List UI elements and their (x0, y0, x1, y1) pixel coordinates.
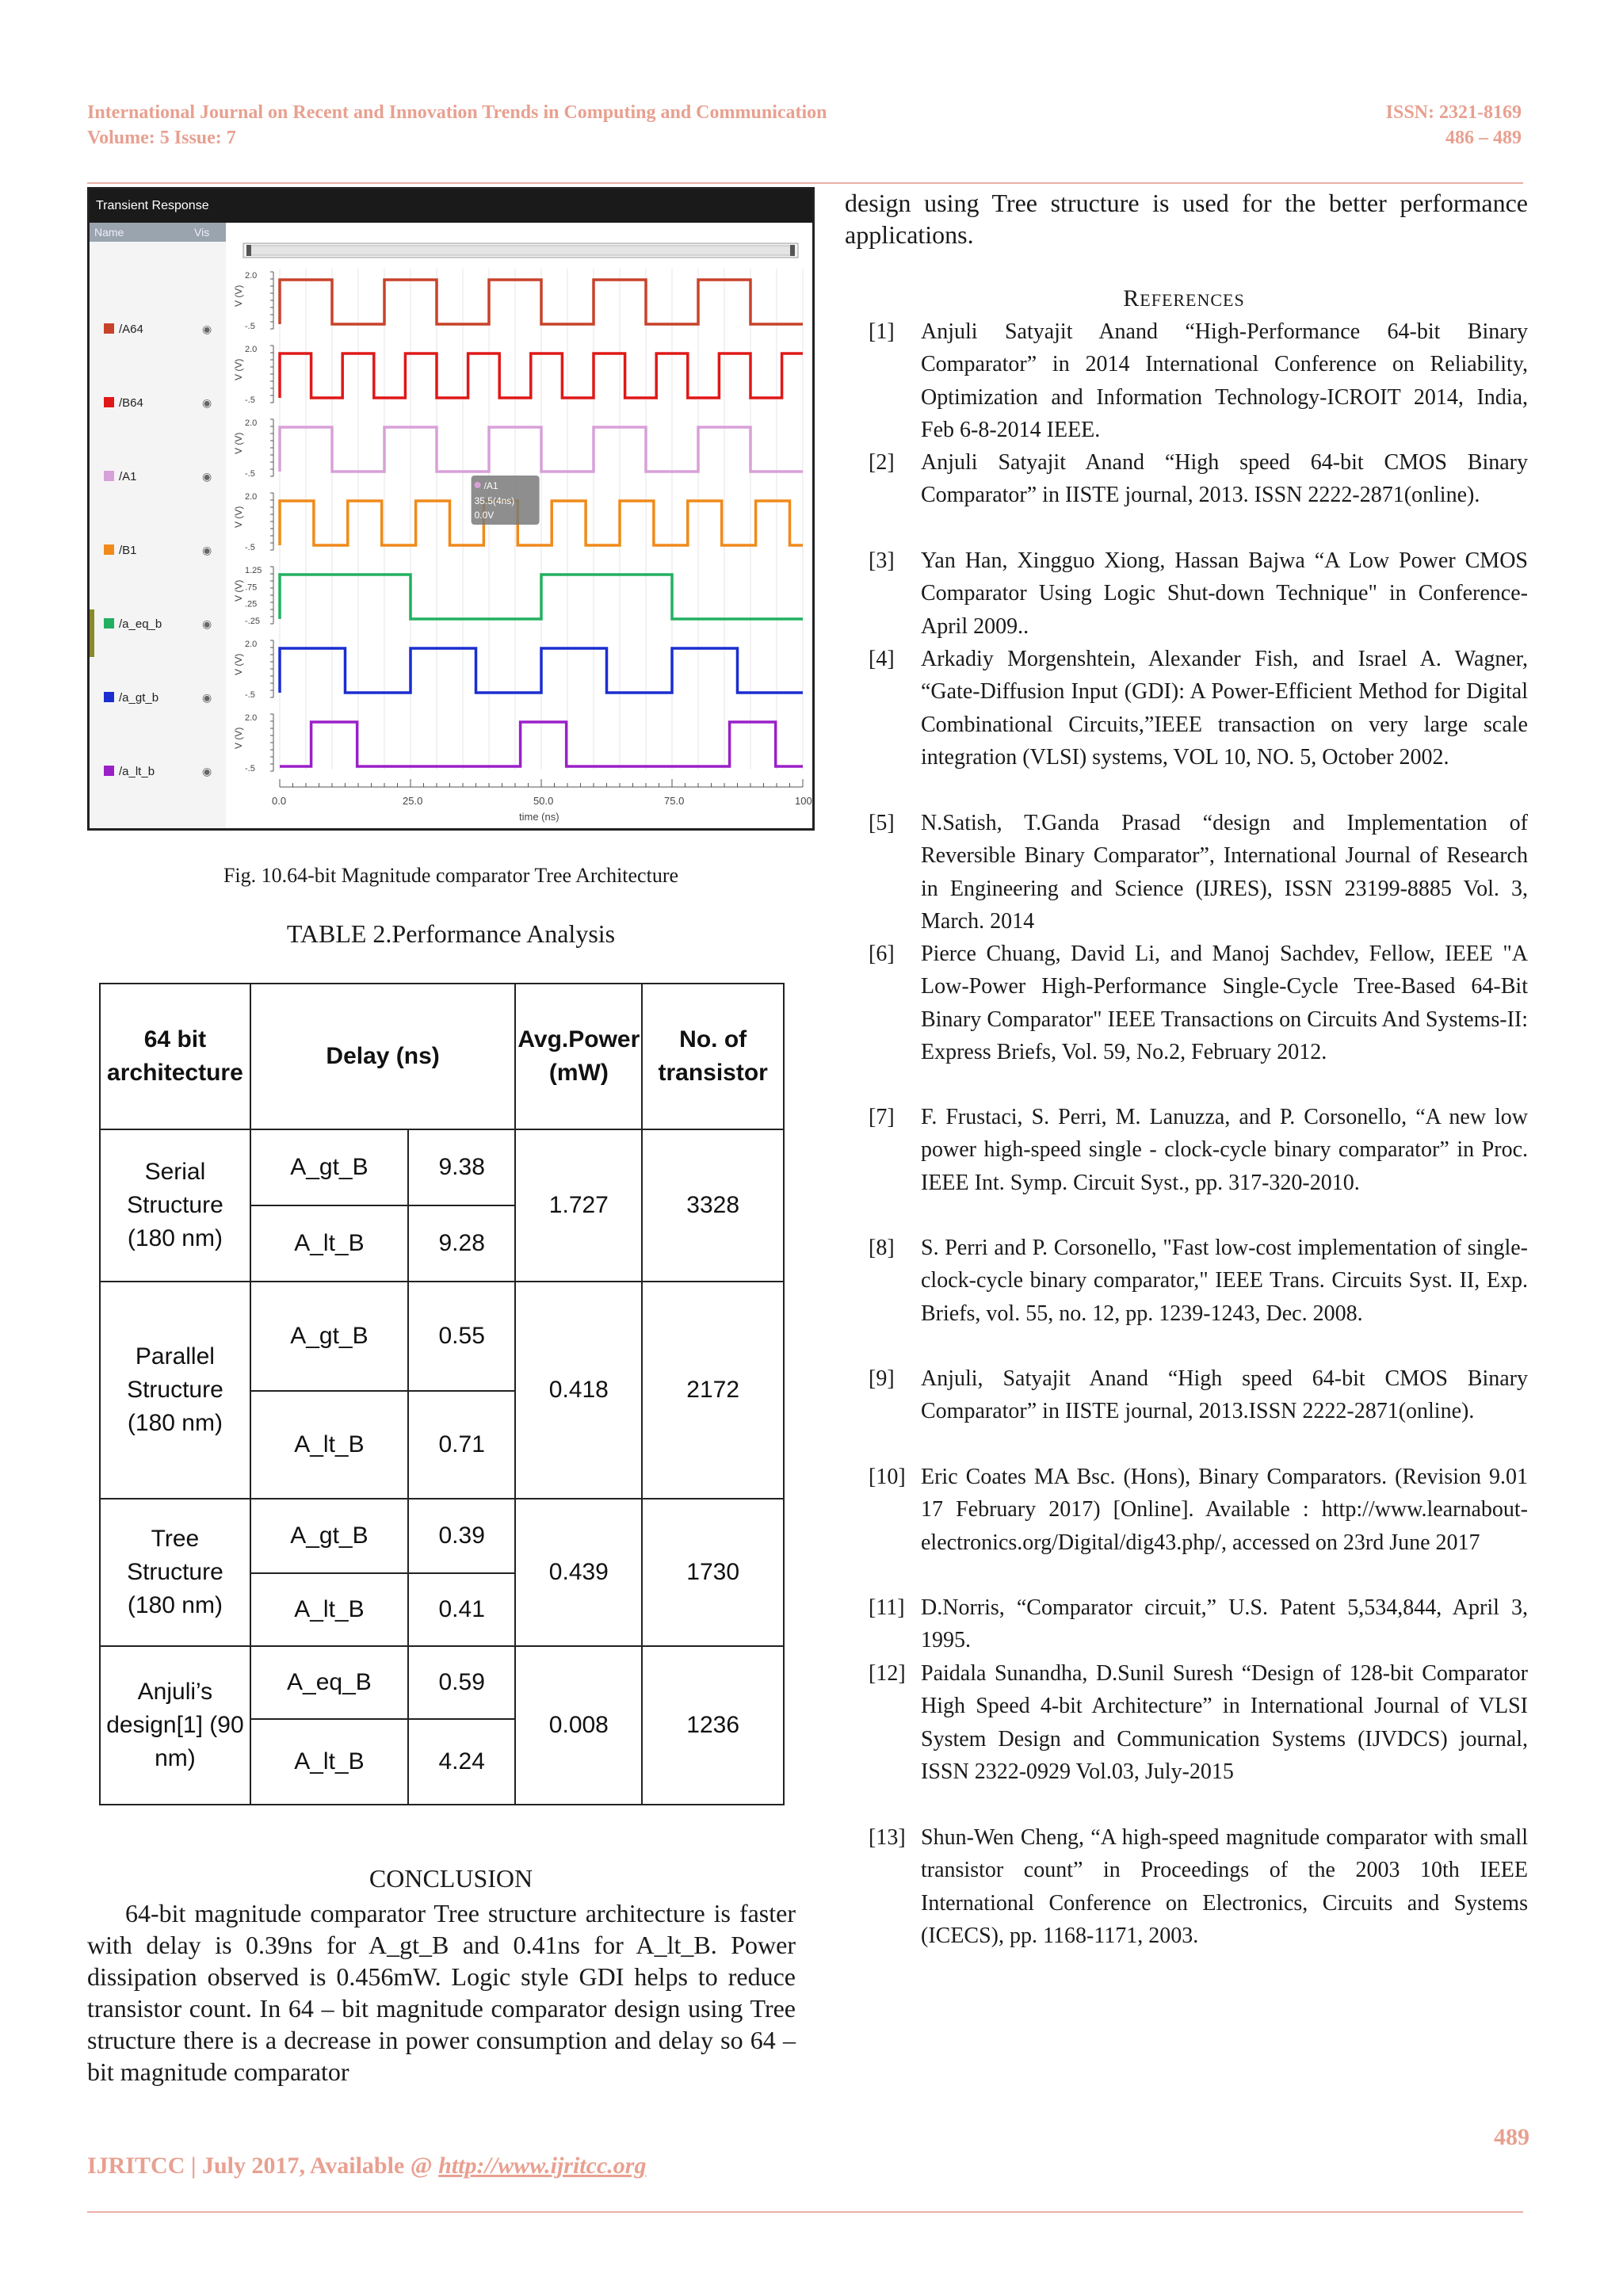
y-tick-label: -.5 (245, 690, 255, 700)
signal-name: /B64 (119, 396, 143, 410)
row-delay: 9.28 (408, 1205, 515, 1282)
conclusion-text-continued: design using Tree structure is used for the better performance applications. (845, 189, 1528, 249)
row-delay: 0.59 (408, 1646, 515, 1719)
signal-color-swatch (104, 766, 114, 776)
reference-number: [5] (869, 811, 895, 835)
table-row (100, 1282, 784, 1391)
signal-label[interactable] (104, 544, 212, 557)
reference-item (869, 1362, 1528, 1428)
table-title: TABLE 2.Performance Analysis (286, 919, 616, 948)
page-number: 489 (1494, 2124, 1529, 2150)
visibility-eye-icon[interactable]: ◉ (202, 544, 212, 556)
reference-text: Shun-Wen Cheng, “A high-speed magnitude comparator with small transistor count” in Proceedings of the 2003 10th IEEE International Conference on Electronics, Circuits and Systems (ICECS), pp. 1168-1171, 2003. (921, 1825, 1528, 1948)
y-axis-label: V (V) (233, 506, 244, 528)
reference-number: [1] (869, 319, 895, 344)
marker-name: /A1 (483, 480, 498, 491)
reference-text: D.Norris, “Comparator circuit,” U.S. Patent 5,534,844, April 3, 1995. (921, 1595, 1528, 1653)
signal-name: /B1 (119, 544, 137, 557)
row-transistors: 3328 (642, 1129, 784, 1282)
row-transistors: 1236 (642, 1646, 784, 1805)
signal-name: /a_gt_b (119, 691, 159, 705)
reference-number: [7] (869, 1105, 895, 1129)
reference-item (869, 1591, 1528, 1657)
visibility-eye-icon[interactable]: ◉ (202, 323, 212, 335)
row-signal: A_gt_B (250, 1129, 408, 1205)
figure-column-header (90, 223, 226, 242)
vis-column-label: Vis (194, 226, 210, 239)
signal-name: /A1 (119, 470, 137, 483)
row-transistors: 1730 (642, 1499, 784, 1646)
reference-text: Eric Coates MA Bsc. (Hons), Binary Comparators. (Revision 9.01 17 February 2017) [Online]. Available : http://www.learnabout-electronics.org/Digital/dig43.php/, accessed on 23rd June 2017 (921, 1465, 1528, 1555)
signal-name: /A64 (119, 323, 143, 336)
y-tick-label: 2.0 (245, 713, 258, 723)
journal-pages: 486 – 489 (1445, 128, 1522, 148)
signal-label[interactable] (104, 470, 212, 483)
y-axis-label: V (V) (233, 358, 244, 380)
reference-number: [2] (869, 450, 895, 475)
reference-number: [11] (869, 1595, 905, 1620)
header-rule (87, 182, 1523, 184)
table-row (100, 1646, 784, 1719)
table-row (100, 1499, 784, 1573)
row-delay: 0.39 (408, 1499, 515, 1573)
visibility-eye-icon[interactable]: ◉ (202, 765, 212, 777)
y-tick-label: -.25 (245, 617, 260, 626)
reference-item (869, 1461, 1528, 1559)
selection-indicator (90, 609, 94, 657)
x-tick-label: 75.0 (664, 795, 685, 807)
reference-item (869, 446, 1528, 512)
signal-label[interactable] (104, 323, 212, 336)
y-axis-label: V (V) (233, 285, 244, 307)
reference-number: [10] (869, 1465, 906, 1489)
row-signal: A_lt_B (250, 1391, 408, 1499)
signal-color-swatch (104, 692, 114, 702)
reference-text: Pierce Chuang, David Li, and Manoj Sachdev, Fellow, IEEE "A Low-Power High-Performance Single-Cycle Tree-Based 64-Bit Binary Comparator" IEEE Transactions on Circuits And Systems-II: Express Briefs, Vol. 59, No.2, February 2012. (921, 942, 1528, 1064)
row-signal: A_gt_B (250, 1499, 408, 1573)
header-transistors: No. of transistor (642, 984, 784, 1129)
row-architecture: Parallel Structure (180 nm) (100, 1282, 250, 1499)
row-architecture: Tree Structure (180 nm) (100, 1499, 250, 1646)
signal-color-swatch (104, 618, 114, 628)
x-tick-label: 0.0 (272, 795, 287, 807)
header-power: Avg.Power (mW) (515, 984, 642, 1129)
reference-number: [8] (869, 1236, 895, 1260)
reference-item (869, 643, 1528, 774)
reference-text: Yan Han, Xingguo Xiong, Hassan Bajwa “A Low Power CMOS Comparator Using Logic Shut-down Technique" in Conference-April 2009.. (921, 548, 1528, 639)
signal-name-list (90, 242, 227, 828)
reference-item (869, 1657, 1528, 1788)
table-row (100, 1129, 784, 1205)
reference-number: [6] (869, 942, 895, 966)
x-tick-label: 100 (795, 795, 812, 807)
references-heading (845, 285, 1523, 312)
references-heading-rest: EFERENCES (1140, 290, 1245, 310)
signal-label[interactable] (104, 396, 212, 410)
reference-number: [13] (869, 1825, 906, 1850)
y-tick-label: -.5 (245, 322, 255, 331)
x-axis-label: time (ns) (519, 811, 559, 823)
figure-caption: Fig. 10.64-bit Magnitude comparator Tree Architecture (223, 864, 679, 887)
y-axis-label: V (V) (233, 727, 244, 749)
scrollbar-left-handle (246, 245, 251, 256)
marker-value: 0.0V (474, 510, 495, 521)
reference-item (869, 315, 1528, 446)
table-header-row (100, 984, 784, 1129)
visibility-eye-icon[interactable]: ◉ (202, 396, 212, 409)
reference-item (869, 1101, 1528, 1199)
signal-color-swatch (104, 471, 114, 481)
marker-time: 35.5(4ns) (474, 495, 515, 506)
figure-panel-title: Transient Response (90, 189, 812, 223)
reference-number: [3] (869, 548, 895, 573)
row-delay: 9.38 (408, 1129, 515, 1205)
signal-label[interactable] (104, 691, 212, 705)
y-tick-label: .25 (245, 599, 258, 609)
row-signal: A_lt_B (250, 1719, 408, 1805)
x-tick-label: 50.0 (533, 795, 554, 807)
reference-text: Arkadiy Morgenshtein, Alexander Fish, and Israel A. Wagner, “Gate-Diffusion Input (GDI): A Power-Efficient Method for Digital Combinational Circuits,”IEEE transaction on very large scale integration (VLSI) systems, VOL 10, NO. 5, October 2002. (921, 647, 1528, 770)
row-delay: 4.24 (408, 1719, 515, 1805)
footer-link[interactable]: http://www.ijritcc.org (438, 2153, 647, 2179)
signal-name: /a_lt_b (119, 765, 155, 778)
reference-number: [9] (869, 1366, 895, 1391)
references-heading-initial: R (1123, 285, 1140, 311)
header-delay: Delay (ns) (250, 984, 516, 1129)
x-tick-label: 25.0 (403, 795, 423, 807)
reference-text: Anjuli Satyajit Anand “High-Performance 64-bit Binary Comparator” in 2014 International Conference on Reliability, Optimization and Information Technology-ICROIT 2014, India, Feb 6-8-2014 IEEE. (921, 319, 1528, 442)
row-architecture: Anjuli’s design[1] (90 nm) (100, 1646, 250, 1805)
row-transistors: 2172 (642, 1282, 784, 1499)
signal-color-swatch (104, 323, 114, 334)
transient-response-figure (87, 187, 815, 831)
reference-text: Anjuli Satyajit Anand “High speed 64-bit CMOS Binary Comparator” in IISTE journal, 2013. ISSN 2222-2871(online). (921, 450, 1528, 508)
row-delay: 0.71 (408, 1391, 515, 1499)
journal-issn: ISSN: 2321-8169 (1385, 102, 1522, 123)
reference-item (869, 1821, 1528, 1952)
y-tick-label: -.5 (245, 395, 255, 405)
scrollbar-right-handle (790, 245, 795, 256)
journal-issn-block (1347, 100, 1522, 151)
row-signal: A_lt_B (250, 1573, 408, 1646)
performance-table (99, 983, 785, 1805)
y-tick-label: 2.0 (245, 640, 258, 649)
visibility-eye-icon[interactable]: ◉ (202, 470, 212, 483)
signal-color-swatch (104, 397, 114, 407)
y-axis-label: V (V) (233, 579, 244, 602)
reference-item (869, 807, 1528, 938)
waveform-plot (226, 223, 812, 828)
row-delay: 0.55 (408, 1282, 515, 1391)
row-signal: A_gt_B (250, 1282, 408, 1391)
signal-label[interactable] (104, 765, 212, 778)
reference-text: Paidala Sunandha, D.Sunil Suresh “Design of 128-bit Comparator High Speed 4-bit Architecture” in International Journal of VLSI System Design and Communication Systems (IJVDCS) journal, ISSN 2322-0929 Vol.03, July-2015 (921, 1661, 1528, 1784)
reference-item (869, 1232, 1528, 1330)
marker-dot (475, 482, 481, 488)
reference-item (869, 544, 1528, 643)
signal-name: /a_eq_b (119, 617, 162, 631)
header-architecture: 64 bit architecture (100, 984, 250, 1129)
footer-rule (87, 2211, 1523, 2213)
row-signal: A_lt_B (250, 1205, 408, 1282)
y-tick-label: -.5 (245, 764, 255, 774)
visibility-eye-icon[interactable]: ◉ (202, 617, 212, 630)
y-tick-label: 2.0 (245, 271, 258, 281)
y-tick-label: -.5 (245, 543, 255, 552)
signal-label[interactable] (104, 617, 212, 631)
y-axis-label: V (V) (233, 653, 244, 675)
y-tick-label: 2.0 (245, 345, 258, 354)
reference-number: [12] (869, 1661, 906, 1686)
reference-text: F. Frustaci, S. Perri, M. Lanuzza, and P. Corsonello, “A new low power high-speed single - clock-cycle binary comparator” in Proc. IEEE Int. Symp. Circuit Syst., pp. 317-320-2010. (921, 1105, 1528, 1195)
row-power: 0.439 (515, 1499, 642, 1646)
y-tick-label: 1.25 (245, 566, 262, 575)
reference-text: N.Satish, T.Ganda Prasad “design and Implementation of Reversible Binary Comparator”, International Journal of Research in Engineering and Science (IJRES), ISSN 23199-8885 Vol. 3, March. 2014 (921, 811, 1528, 934)
row-delay: 0.41 (408, 1573, 515, 1646)
name-column-label: Name (94, 226, 124, 239)
journal-volume: Volume: 5 Issue: 7 (87, 128, 236, 148)
y-tick-label: -.5 (245, 469, 255, 479)
signal-color-swatch (104, 544, 114, 555)
conclusion-text: 64-bit magnitude comparator Tree structure architecture is faster with delay is 0.39ns for A_gt_B and 0.41ns for A_lt_B. Power dissipation observed is 0.456mW. Logic style GDI helps to reduce transistor count. In 64 – bit magnitude comparator design using Tree structure there is a decrease in power consumption and delay so 64 – bit magnitude comparator (87, 1899, 796, 2086)
footer-text: IJRITCC | July 2017, Available @ (87, 2153, 439, 2179)
scrollbar-thumb (250, 246, 792, 255)
y-tick-label: 2.0 (245, 492, 258, 502)
y-tick-label: 2.0 (245, 418, 258, 428)
row-power: 0.008 (515, 1646, 642, 1805)
reference-number: [4] (869, 647, 895, 671)
row-signal: A_eq_B (250, 1646, 408, 1719)
journal-header (87, 100, 827, 151)
y-tick-label: .75 (245, 583, 258, 593)
conclusion-heading: CONCLUSION (369, 1864, 533, 1893)
footer (87, 2153, 646, 2179)
visibility-eye-icon[interactable]: ◉ (202, 691, 212, 704)
y-axis-label: V (V) (233, 432, 244, 454)
reference-text: Anjuli, Satyajit Anand “High speed 64-bit CMOS Binary Comparator” in IISTE journal, 2013.ISSN 2222-2871(online). (921, 1366, 1528, 1424)
reference-text: S. Perri and P. Corsonello, "Fast low-cost implementation of single-clock-cycle binary comparator," IEEE Trans. Circuits Syst. II, Exp. Briefs, vol. 55, no. 12, pp. 1239-1243, Dec. 2008. (921, 1236, 1528, 1326)
row-power: 1.727 (515, 1129, 642, 1282)
reference-item (869, 938, 1528, 1068)
journal-title: International Journal on Recent and Innovation Trends in Computing and Communication (87, 102, 827, 123)
row-architecture: Serial Structure (180 nm) (100, 1129, 250, 1282)
row-power: 0.418 (515, 1282, 642, 1499)
